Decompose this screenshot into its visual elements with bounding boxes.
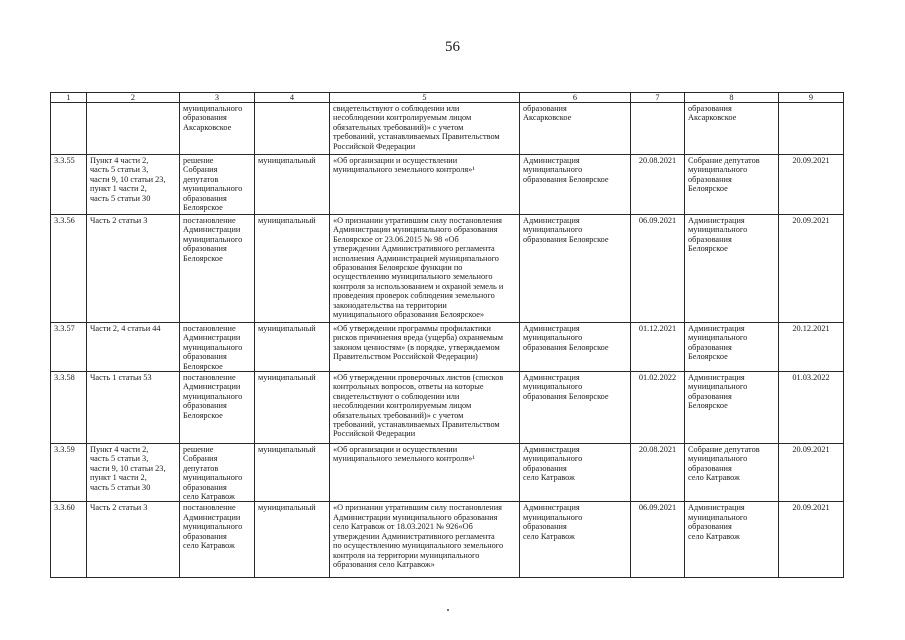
column-header: 6	[520, 93, 631, 103]
column-header: 8	[685, 93, 779, 103]
article-ref: Часть 2 статьи 3	[87, 502, 180, 578]
column-header: 5	[330, 93, 520, 103]
row-number	[51, 103, 87, 155]
row-number: 3.3.57	[51, 323, 87, 372]
table-row	[51, 502, 844, 578]
row-number: 3.3.56	[51, 215, 87, 323]
date: 20.08.2021	[631, 444, 685, 502]
table-row	[51, 323, 844, 372]
approver: Собрание депутатов муниципального образования село Катравож	[685, 444, 779, 502]
article-ref: Пункт 4 части 2, часть 5 статьи 3, части 9, 10 статьи 23, пункт 1 части 2, часть 5 статьи 30	[87, 155, 180, 215]
date-effective: 01.03.2022	[779, 372, 844, 444]
level: муниципальный	[255, 372, 330, 444]
column-header: 1	[51, 93, 87, 103]
doc-title: «Об организации и осуществлении муниципального земельного контроля»¹	[330, 444, 520, 502]
level	[255, 103, 330, 155]
scan-speck	[447, 609, 449, 611]
date-effective: 20.09.2021	[779, 155, 844, 215]
row-number: 3.3.58	[51, 372, 87, 444]
column-header: 2	[87, 93, 180, 103]
level: муниципальный	[255, 155, 330, 215]
approver: Администрация муниципального образования село Катравож	[685, 502, 779, 578]
author: Администрация муниципального образования Белоярское	[520, 323, 631, 372]
approver: Администрация муниципального образования Белоярское	[685, 323, 779, 372]
doc-title: «О признании утратившим силу постановления Администрации муниципального образования село Катравож от 18.03.2021 № 926«Об утверждении Административного регламента по осуществлению муниципального земельного контроля на территории муниципального образования село Катравож»	[330, 502, 520, 578]
column-header: 9	[779, 93, 844, 103]
doc-title: «Об утверждении проверочных листов (списков контрольных вопросов, ответы на которые свидетельствуют о соблюдении или несоблюдении контролируемым лицом обязательных требований)» с учетом требований, устанавливаемых Правительством Российской Федерации	[330, 372, 520, 444]
author: Администрация муниципального образования Белоярское	[520, 215, 631, 323]
doc-type: постановление Администрации муниципального образования Белоярское	[180, 323, 255, 372]
doc-type: постановление Администрации муниципального образования Белоярское	[180, 215, 255, 323]
table-row	[51, 155, 844, 215]
date: 01.02.2022	[631, 372, 685, 444]
date: 20.08.2021	[631, 155, 685, 215]
author: Администрация муниципального образования Белоярское	[520, 372, 631, 444]
article-ref: Часть 1 статьи 53	[87, 372, 180, 444]
approver: образования Аксарковское	[685, 103, 779, 155]
date: 06.09.2021	[631, 502, 685, 578]
article-ref: Часть 2 статьи 3	[87, 215, 180, 323]
table-header-row	[51, 93, 844, 103]
doc-title: «О признании утратившим силу постановления Администрации муниципального образования Белоярское от 23.06.2015 № 98 «Об утверждении Административного регламента исполнения Администрацией муниципального образования Белоярское функции по осуществлению муниципального земельного контроля за использованием и охраной земель и проведения проверок соблюдения земельного законодательства на территории муниципального образования Белоярское»	[330, 215, 520, 323]
row-number: 3.3.55	[51, 155, 87, 215]
date-effective: 20.09.2021	[779, 215, 844, 323]
date	[631, 103, 685, 155]
date-effective: 20.12.2021	[779, 323, 844, 372]
table-row	[51, 215, 844, 323]
table-row	[51, 444, 844, 502]
doc-type: постановление Администрации муниципального образования село Катравож	[180, 502, 255, 578]
doc-title: «Об утверждении программы профилактики рисков причинения вреда (ущерба) охраняемым законом ценностям» (в порядке, утверждаемом Правительством Российской Федерации)	[330, 323, 520, 372]
level: муниципальный	[255, 502, 330, 578]
column-header: 7	[631, 93, 685, 103]
table-row	[51, 372, 844, 444]
column-header: 3	[180, 93, 255, 103]
row-number: 3.3.60	[51, 502, 87, 578]
approver: Администрация муниципального образования Белоярское	[685, 215, 779, 323]
author: Администрация муниципального образования село Катравож	[520, 444, 631, 502]
doc-type: решение Собрания депутатов муниципального образования село Катравож	[180, 444, 255, 502]
doc-title: свидетельствуют о соблюдении или несоблюдении контролируемым лицом обязательных требований)» с учетом требований, устанавливаемых Правительством Российской Федерации	[330, 103, 520, 155]
author: образования Аксарковское	[520, 103, 631, 155]
date: 01.12.2021	[631, 323, 685, 372]
date-effective: 20.09.2021	[779, 502, 844, 578]
date-effective	[779, 103, 844, 155]
article-ref	[87, 103, 180, 155]
level: муниципальный	[255, 444, 330, 502]
author: Администрация муниципального образования Белоярское	[520, 155, 631, 215]
column-header: 4	[255, 93, 330, 103]
level: муниципальный	[255, 215, 330, 323]
date: 06.09.2021	[631, 215, 685, 323]
date-effective: 20.09.2021	[779, 444, 844, 502]
row-number: 3.3.59	[51, 444, 87, 502]
doc-type: постановление Администрации муниципального образования Белоярское	[180, 372, 255, 444]
level: муниципальный	[255, 323, 330, 372]
author: Администрация муниципального образования село Катравож	[520, 502, 631, 578]
article-ref: Пункт 4 части 2, часть 5 статьи 3, части 9, 10 статьи 23, пункт 1 части 2, часть 5 статьи 30	[87, 444, 180, 502]
approver: Собрание депутатов муниципального образования Белоярское	[685, 155, 779, 215]
table-row	[51, 103, 844, 155]
doc-type: муниципального образования Аксарковское	[180, 103, 255, 155]
doc-type: решение Собрания депутатов муниципального образования Белоярское	[180, 155, 255, 215]
page-number: 56	[445, 39, 460, 55]
article-ref: Части 2, 4 статьи 44	[87, 323, 180, 372]
approver: Администрация муниципального образования Белоярское	[685, 372, 779, 444]
doc-title: «Об организации и осуществлении муниципального земельного контроля»¹	[330, 155, 520, 215]
regulation-table	[50, 92, 844, 578]
